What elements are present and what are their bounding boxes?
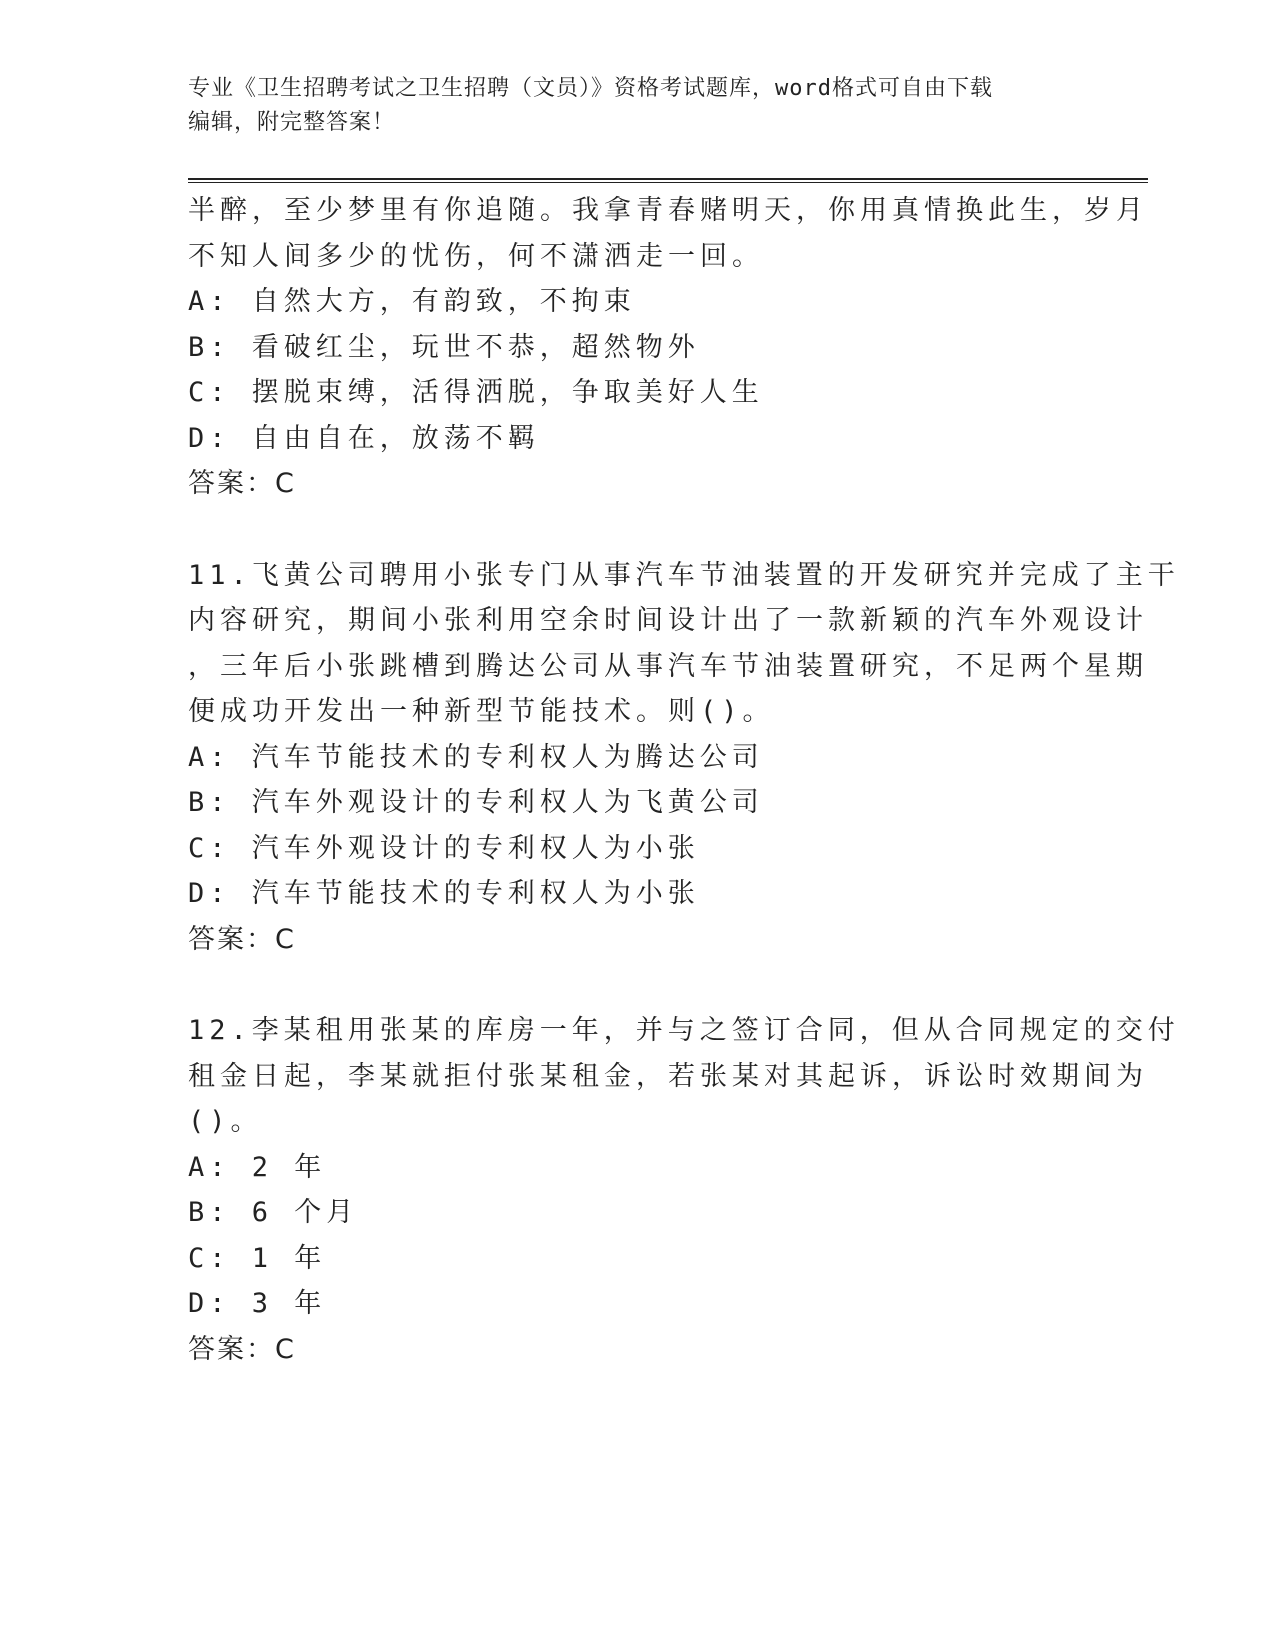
spacer (188, 962, 1088, 1008)
answer-line: 答案：C (188, 468, 296, 499)
option-c: C: 汽车外观设计的专利权人为小张 (188, 832, 700, 864)
question-stem-line: ，三年后小张跳槽到腾达公司从事汽车节油装置研究，不足两个星期 (188, 650, 1148, 682)
question-stem-line: 半醉，至少梦里有你追随。我拿青春赌明天，你用真情换此生，岁月 (188, 195, 1148, 226)
question-12 (188, 1008, 1180, 1372)
option-b: B: 6 个月 (188, 1197, 359, 1228)
spacer (188, 507, 1088, 553)
option-a: A: 汽车节能技术的专利权人为腾达公司 (188, 741, 764, 773)
option-d: D: 自由自在，放荡不羁 (188, 422, 540, 454)
answer-line: 答案：C (188, 1333, 296, 1365)
answer-line: 答案：C (188, 923, 296, 955)
option-b: B: 汽车外观设计的专利权人为飞黄公司 (188, 787, 764, 818)
question-stem-line: 租金日起，李某就拒付张某租金，若张某对其起诉，诉讼时效期间为 (188, 1060, 1148, 1092)
option-b: B: 看破红尘，玩世不恭，超然物外 (188, 331, 700, 363)
question-stem-line: 11.飞黄公司聘用小张专门从事汽车节油装置的开发研究并完成了主干 (188, 559, 1180, 591)
option-d: D: 汽车节能技术的专利权人为小张 (188, 878, 700, 909)
question-stem-line: 内容研究，期间小张利用空余时间设计出了一款新颖的汽车外观设计 (188, 605, 1148, 636)
question-content (188, 188, 1180, 1372)
option-c: C: 1 年 (188, 1242, 327, 1274)
question-stem-line: 12.李某租用张某的库房一年，并与之签订合同，但从合同规定的交付 (188, 1015, 1180, 1046)
header-divider (188, 178, 1148, 180)
header-line-2: 编辑，附完整答案！ (188, 110, 396, 135)
option-a: A: 自然大方，有韵致，不拘束 (188, 286, 636, 317)
header-divider-thin (188, 182, 1148, 183)
question-stem-line: 不知人间多少的忧伤，何不潇洒走一回。 (188, 240, 764, 272)
question-11 (188, 553, 1180, 963)
option-c: C: 摆脱束缚，活得洒脱，争取美好人生 (188, 377, 764, 408)
page-header (188, 72, 1088, 140)
header-line-1: 专业《卫生招聘考试之卫生招聘（文员）》资格考试题库，word格式可自由下载 (188, 76, 993, 101)
question-stem-line: ()。 (188, 1106, 263, 1137)
prev-question (188, 188, 1148, 507)
option-d: D: 3 年 (188, 1288, 327, 1319)
option-a: A: 2 年 (188, 1151, 327, 1183)
question-stem-line: 便成功开发出一种新型节能技术。则()。 (188, 696, 775, 727)
